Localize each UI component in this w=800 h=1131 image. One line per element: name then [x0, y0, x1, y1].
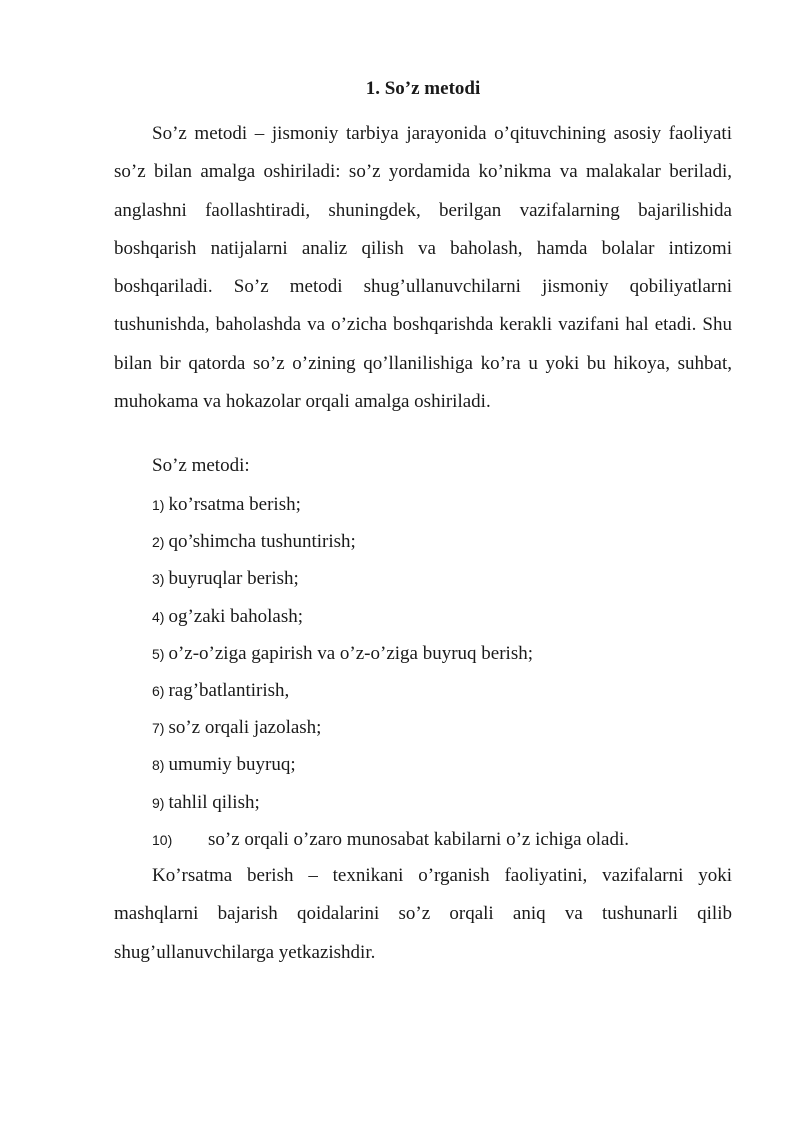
list-intro: So’z metodi:	[152, 455, 250, 476]
list-item	[152, 821, 629, 858]
list-item	[152, 560, 629, 597]
list-item-text: tahlil qilish;	[168, 791, 260, 813]
list-item-number: 6)	[152, 682, 165, 699]
list-item-text: qo’shimcha tushuntirish;	[168, 531, 356, 553]
method-list	[152, 486, 629, 858]
list-item-text: og’zaki baholash;	[168, 605, 303, 627]
list-item	[152, 486, 629, 523]
list-item-number: 4)	[152, 608, 165, 625]
list-item	[152, 598, 629, 635]
list-item	[152, 746, 629, 783]
list-item	[152, 784, 629, 821]
list-item-text: so’z orqali jazolash;	[168, 717, 322, 739]
list-item-text: o’z-o’ziga gapirish va o’z-o’ziga buyruq berish;	[168, 642, 534, 664]
list-item	[152, 523, 629, 560]
body-paragraph-1: So’z metodi – jismoniy tarbiya jarayonida o’qituvchining asosiy faoliyati so’z bilan amalga oshiriladi: so’z yordamida ko’nikma va malakalar beriladi, anglashni faollashtiradi, shuningdek, berilgan vazifalarning bajarilishida boshqarish natijalarni analiz qilish va baholash, hamda bolalar intizomi boshqariladi. So’z metodi shug’ullanuvchilarni jismoniy qobiliyatlarni tushunishda, baholashda va o’zicha boshqarishda kerakli vazifani hal etadi. Shu bilan bir qatorda so’z o’zining qo’llanilishiga ko’ra u yoki bu hikoya, suhbat, muhokama va hokazolar orqali amalga oshiriladi.	[114, 123, 732, 413]
list-item	[152, 672, 629, 709]
list-item-number: 3)	[152, 571, 165, 588]
list-item-text: so’z orqali o’zaro munosabat kabilarni o’z ichiga oladi.	[208, 828, 630, 850]
list-item-number: 7)	[152, 720, 165, 737]
list-item-text: rag’batlantirish,	[168, 679, 290, 701]
section-heading: 1. So’z metodi	[365, 78, 481, 99]
list-item-number: 9)	[152, 794, 165, 811]
list-item-text: buyruqlar berish;	[168, 568, 299, 590]
list-item-number: 2)	[152, 534, 165, 551]
list-item	[152, 709, 629, 746]
list-item-number: 10)	[152, 831, 173, 848]
list-item	[152, 635, 629, 672]
list-item-text: umumiy buyruq;	[168, 754, 296, 776]
list-item-number: 8)	[152, 757, 165, 774]
list-item-number: 1)	[152, 497, 165, 513]
list-item-number: 5)	[152, 645, 165, 662]
body-paragraph-2: Ko’rsatma berish – texnikani o’rganish faoliyatini, vazifalarni yoki mashqlarni bajarish qoidalarini so’z orqali aniq va tushunarli qilib shug’ullanuvchilarga yetkazishdir.	[114, 865, 732, 963]
list-item-text: ko’rsatma berish;	[168, 494, 301, 515]
